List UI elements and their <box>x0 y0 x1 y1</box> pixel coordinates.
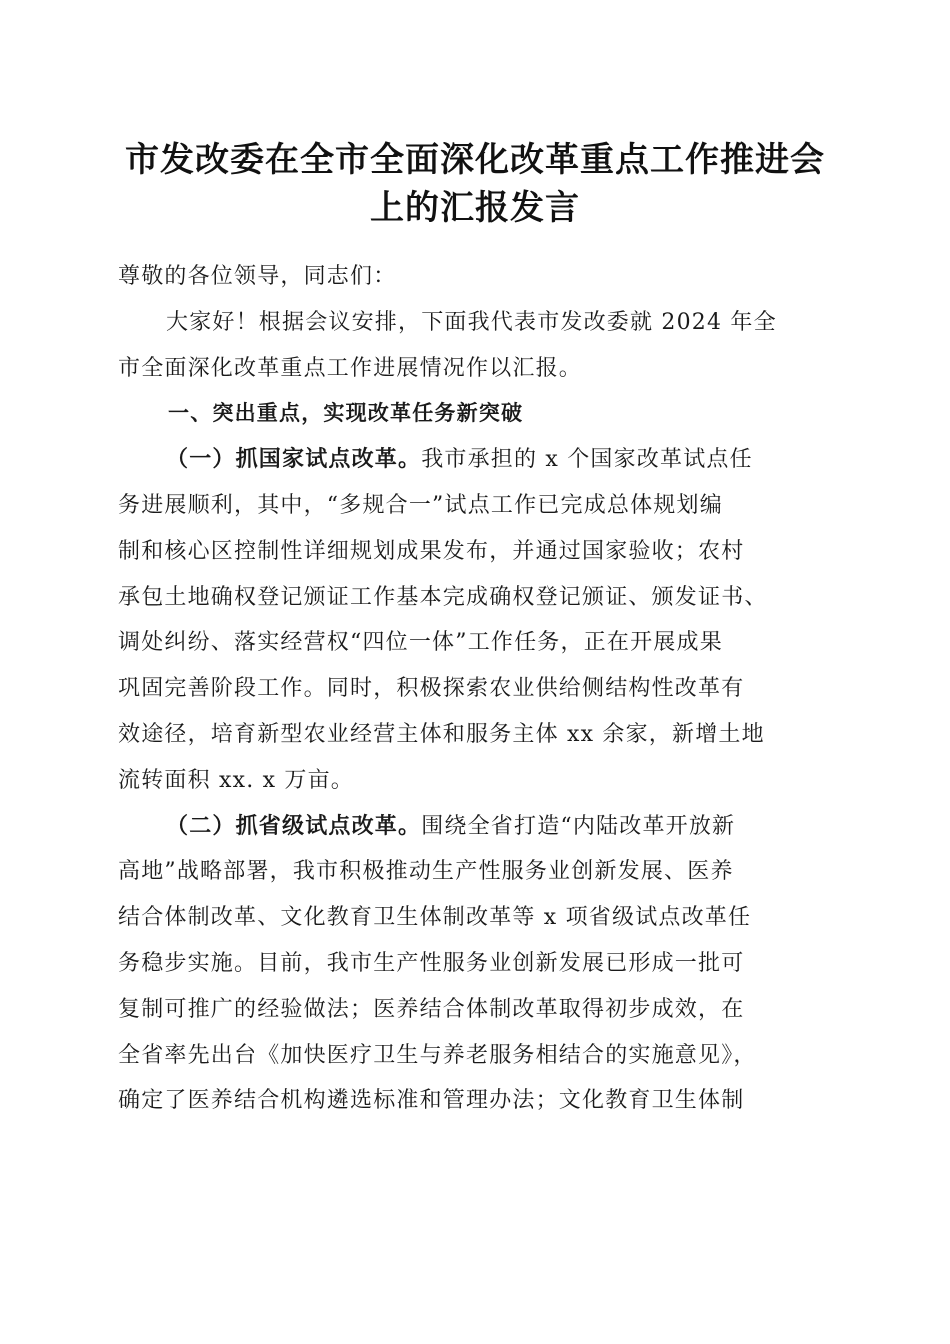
para1-line-6: 巩固完善阶段工作。同时，积极探索农业供给侧结构性改革有 <box>118 676 745 702</box>
title-line-2: 上的汇报发言 <box>370 188 580 228</box>
para2-line-1 <box>118 804 830 850</box>
para2-line-2: 高地”战略部署，我市积极推动生产性服务业创新发展、医养 <box>118 859 734 885</box>
para1-line-1 <box>118 437 830 483</box>
intro-line-1: 大家好！根据会议安排，下面我代表市发改委就 2024 年全 <box>166 309 777 335</box>
para2-line-7: 确定了医养结合机构遴选标准和管理办法；文化教育卫生体制 <box>118 1088 745 1114</box>
para1-subheading: （一）抓国家试点改革。 <box>166 447 422 473</box>
document-body <box>118 254 830 1124</box>
intro-line-2: 市全面深化改革重点工作进展情况作以汇报。 <box>118 355 583 381</box>
para2-line-3: 结合体制改革、文化教育卫生体制改革等 x 项省级试点改革任 <box>118 905 752 931</box>
para2-line-1-text: 围绕全省打造“内陆改革开放新 <box>421 813 736 839</box>
para1-line-8: 流转面积 xx. x 万亩。 <box>118 767 354 793</box>
para2-subheading: （二）抓省级试点改革。 <box>166 813 422 839</box>
para1-line-3: 制和核心区控制性详细规划成果发布，并通过国家验收；农村 <box>118 538 745 564</box>
para2-line-5: 复制可推广的经验做法；医养结合体制改革取得初步成效，在 <box>118 996 745 1022</box>
para1-line-2: 务进展顺利，其中，“多规合一”试点工作已完成总体规划编 <box>118 492 723 518</box>
para2-line-4: 务稳步实施。目前，我市生产性服务业创新发展已形成一批可 <box>118 950 745 976</box>
section-heading-1: 一、突出重点，实现改革任务新突破 <box>168 401 524 426</box>
para1-line-1-text: 我市承担的 x 个国家改革试点任 <box>421 447 753 473</box>
para2-line-6: 全省率先出台《加快医疗卫生与养老服务相结合的实施意见》， <box>118 1042 757 1068</box>
document-title <box>100 136 850 232</box>
para1-line-4: 承包土地确权登记颁证工作基本完成确权登记颁证、颁发证书、 <box>118 584 768 610</box>
para1-line-5: 调处纠纷、落实经营权“四位一体”工作任务，正在开展成果 <box>118 630 723 656</box>
para1-line-7: 效途径，培育新型农业经营主体和服务主体 xx 余家，新增土地 <box>118 721 765 747</box>
title-line-1: 市发改委在全市全面深化改革重点工作推进会 <box>125 140 825 180</box>
salutation: 尊敬的各位领导，同志们： <box>118 264 397 289</box>
